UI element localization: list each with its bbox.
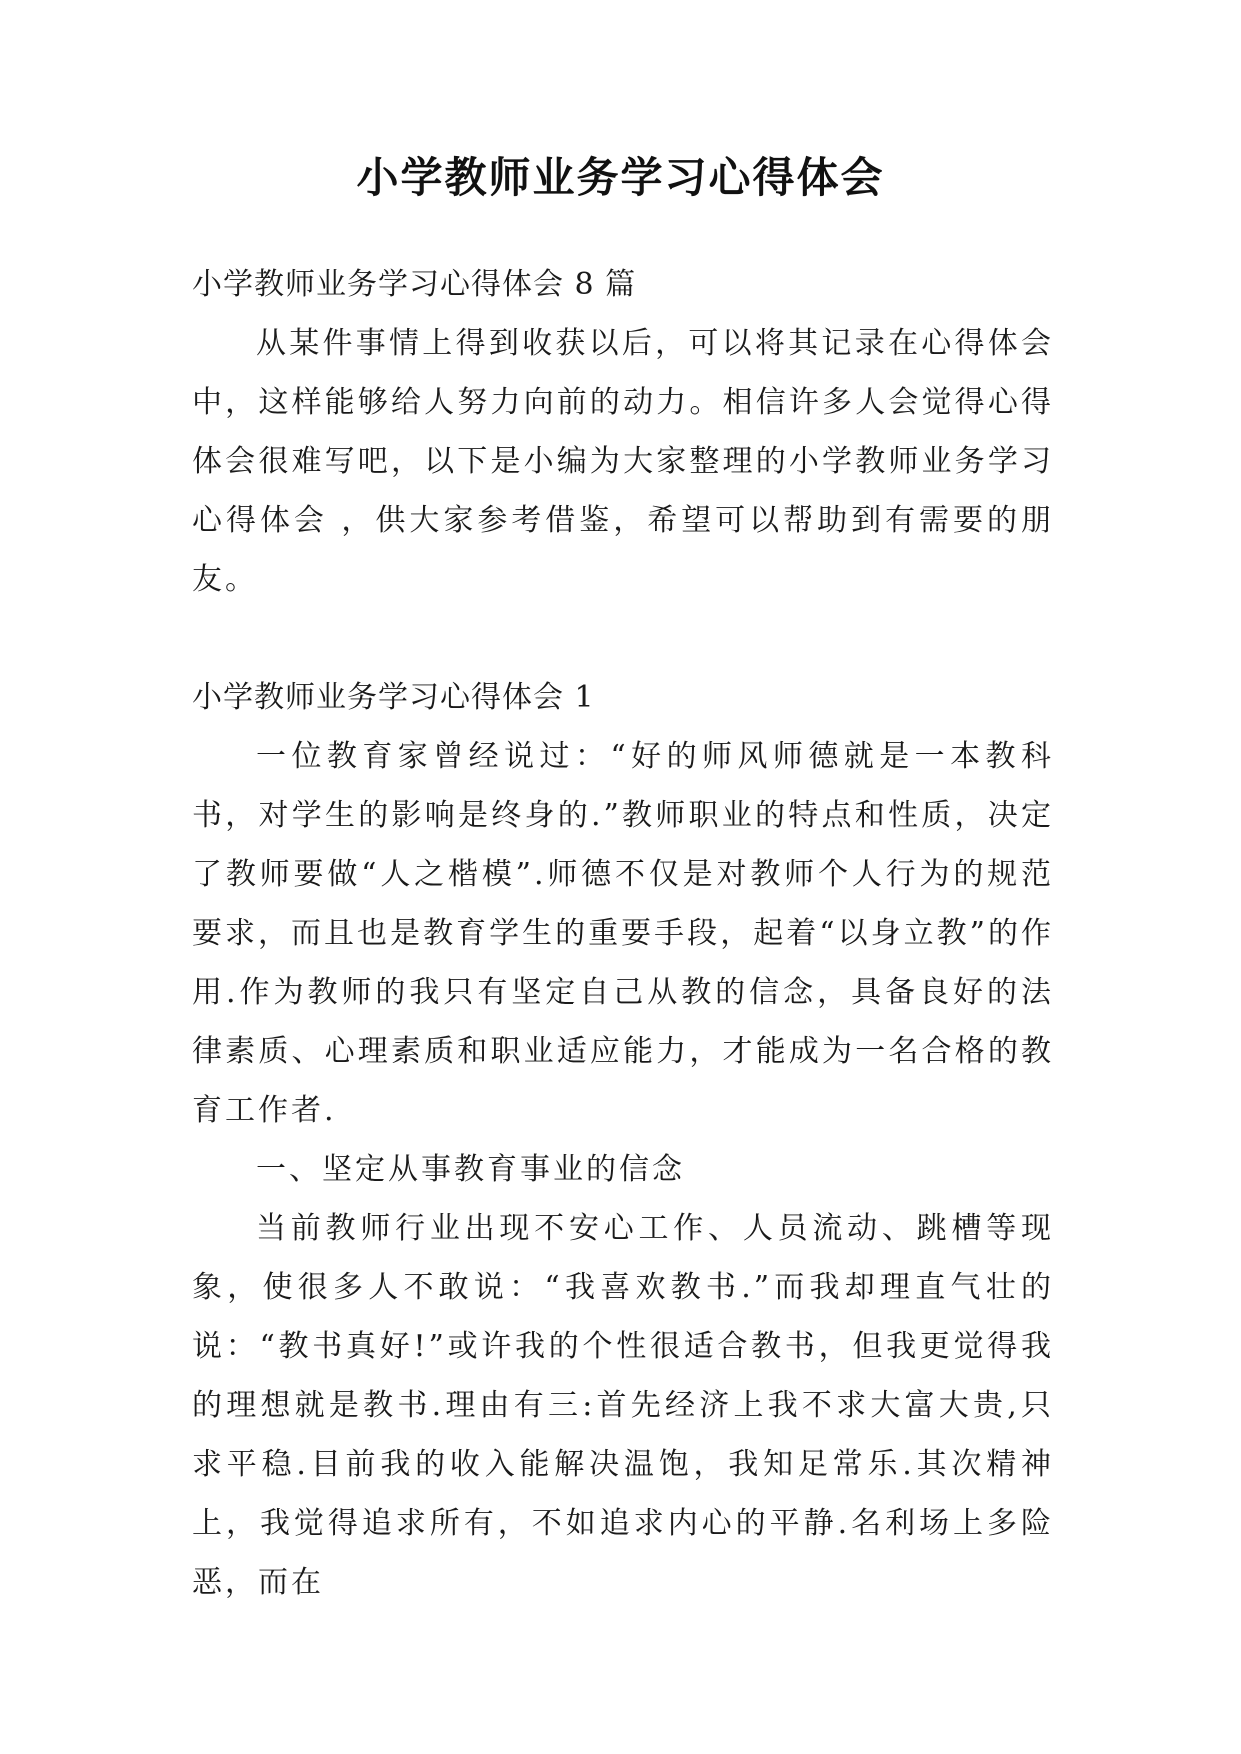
document-body	[192, 255, 1054, 1612]
intro-paragraph: 从某件事情上得到收获以后，可以将其记录在心得体会中，这样能够给人努力向前的动力。相信许多人会觉得心得体会很难写吧，以下是小编为大家整理的小学教师业务学习心得体会 ，供大家参考借鉴，希望可以帮助到有需要的朋友。	[192, 326, 1054, 597]
section-paragraph: 一位教育家曾经说过：“好的师风师德就是一本教科书，对学生的影响是终身的.”教师职业的特点和性质，决定了教师要做“人之楷模”.师德不仅是对教师个人行为的规范要求，而且也是教育学生的重要手段，起着“以身立教”的作用.作为教师的我只有坚定自己从教的信念，具备良好的法律素质、心理素质和职业适应能力，才能成为一名合格的教育工作者.	[192, 739, 1054, 1128]
point-paragraph: 当前教师行业出现不安心工作、人员流动、跳槽等现象，使很多人不敢说：“我喜欢教书.”而我却理直气壮的说：“教书真好!”或许我的个性很适合教书，但我更觉得我的理想就是教书.理由有三:首先经济上我不求大富大贵,只求平稳.目前我的收入能解决温饱，我知足常乐.其次精神上，我觉得追求所有，不如追求内心的平静.名利场上多险恶，而在	[192, 1211, 1054, 1600]
document-title: 小学教师业务学习心得体会	[356, 153, 885, 202]
section-heading: 小学教师业务学习心得体会 1	[192, 680, 595, 715]
document-subtitle: 小学教师业务学习心得体会 8 篇	[192, 267, 637, 302]
paragraph-spacer	[192, 609, 1054, 668]
point-heading: 一、坚定从事教育事业的信念	[256, 1152, 685, 1187]
